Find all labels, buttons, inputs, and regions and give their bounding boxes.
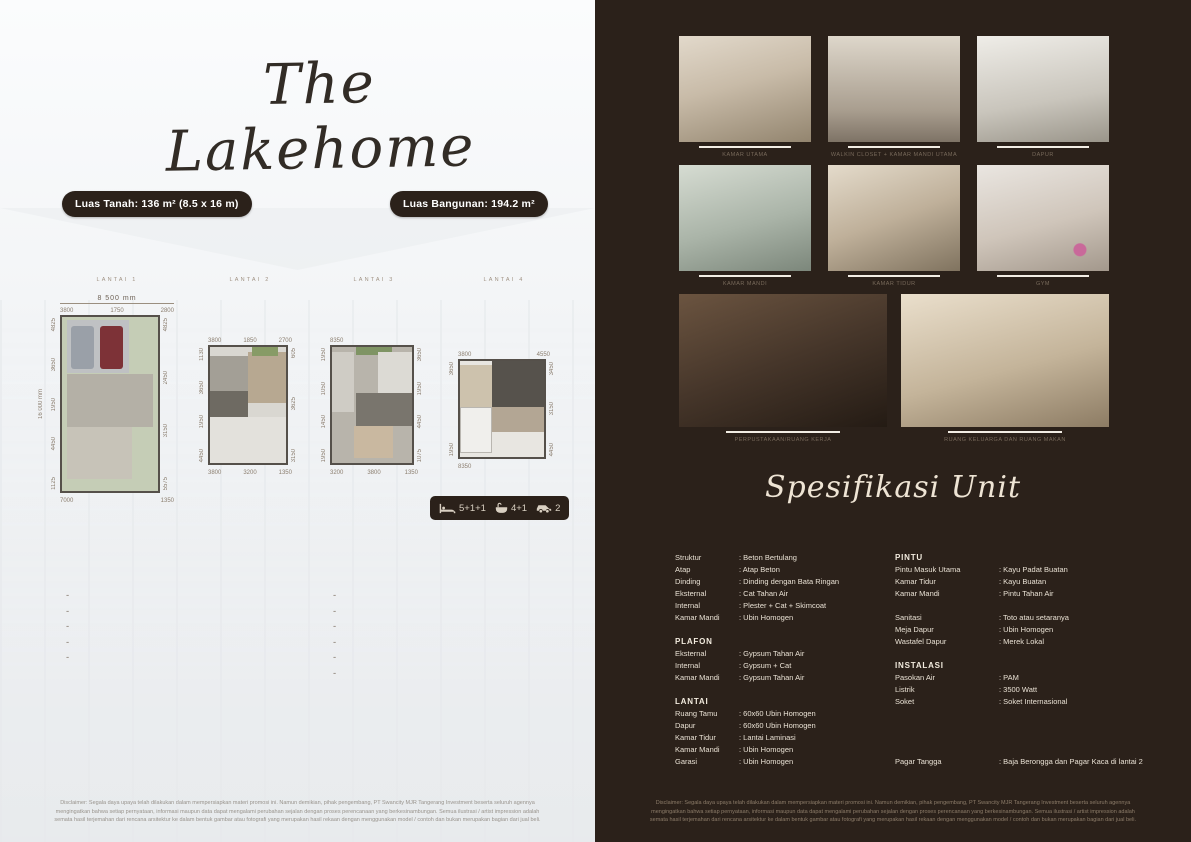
spec-term: Kamar Mandi — [895, 589, 940, 598]
dimension-label: 4550 — [536, 352, 550, 358]
spec-column-right — [895, 552, 1149, 768]
photo-item — [901, 294, 1109, 443]
bottom-dimensions — [458, 461, 550, 470]
caption-divider — [848, 146, 940, 148]
top-dimensions — [458, 349, 550, 358]
dimension-label: 3650 — [51, 357, 57, 372]
floorplan-1 — [38, 277, 186, 505]
photo-caption: KAMAR MANDI — [722, 281, 768, 287]
dimension-label: 3800 — [208, 338, 222, 344]
bath-icon — [495, 502, 508, 514]
spec-value: : Gypsum + Cat — [739, 661, 792, 670]
spec-row — [675, 756, 889, 768]
dimension-label: 3650 — [449, 362, 455, 376]
floorplan-title: LANTAI 2 — [229, 277, 271, 283]
spec-term: Pintu Masuk Utama — [895, 565, 961, 574]
spec-term: Listrik — [895, 685, 915, 694]
spec-term: Eksternal — [675, 589, 707, 598]
dimension-label: 7000 — [60, 498, 74, 504]
spec-row — [675, 696, 889, 708]
spec-row — [895, 612, 1149, 624]
spec-term: Pagar Tangga — [895, 757, 942, 766]
spec-term: Pasokan Air — [895, 673, 936, 682]
land-area-badge: Luas Tanah: 136 m² (8.5 x 16 m) — [62, 191, 252, 217]
top-dimensions — [60, 305, 174, 314]
feature-item — [333, 650, 573, 666]
dimension-label: 3800 — [60, 308, 74, 314]
photo-item — [828, 36, 960, 158]
interior-photo — [977, 165, 1109, 271]
dimension-label: 3150 — [549, 402, 555, 416]
spec-term: Internal — [675, 601, 701, 610]
spec-term: Dapur — [675, 721, 696, 730]
spec-value: : Cat Tahan Air — [739, 589, 789, 598]
right-panel — [595, 0, 1191, 842]
feature-item — [66, 635, 330, 651]
spec-term: Soket — [895, 697, 915, 706]
photo-grid — [679, 36, 1109, 443]
floorplan-title: LANTAI 3 — [353, 277, 395, 283]
spec-term: Meja Dapur — [895, 625, 934, 634]
top-dimensions — [330, 335, 418, 344]
right-dimensions — [288, 345, 300, 465]
dimension-label: 3800 — [208, 470, 222, 476]
disclaimer-left: Disclaimer: Segala daya upaya telah dilakukan dalam mempersiapkan materi promosi ini. Namun demikian, pihak pengembang, PT Swancity MJR Tangerang Investment beserta seluruh agennya mengingatkan bahwa setiap pernyataan, informasi maupun data dapat mengalami perubahan sejalan dengan proses perencanaan yang berkesinambungan. Semua ilustrasi / artist impression adalah semata hasil terjemahan dari rencana arsitektur ke dalam bentuk gambar atau fotografi yang merupakan hasil rekaan dengan menggunakan model / contoh dan bukan merupakan bagian dari jual beli. — [54, 800, 541, 823]
photo-caption: KAMAR UTAMA — [722, 152, 768, 158]
spec-heading: PINTU — [895, 553, 923, 562]
spec-row — [675, 612, 889, 624]
feature-item — [333, 619, 573, 635]
dimension-label: 4825 — [51, 318, 57, 332]
dimension-label: 3200 — [243, 470, 257, 476]
spec-term: Kamar Tidur — [675, 733, 716, 742]
spec-value: : 60x60 Ubin Homogen — [739, 721, 816, 730]
bottom-dimensions — [208, 467, 292, 476]
spec-row — [675, 720, 889, 732]
spec-row — [675, 576, 889, 588]
caption-divider — [997, 146, 1089, 148]
dimension-label: 4450 — [417, 415, 423, 429]
spec-value: : Gypsum Tahan Air — [739, 649, 805, 658]
spec-heading: INSTALASI — [895, 661, 944, 670]
dimension-label: 4450 — [51, 437, 57, 451]
spec-row — [895, 588, 1149, 600]
page-title: The Lakehome — [165, 51, 476, 185]
caption-divider — [948, 431, 1062, 433]
interior-photo — [679, 165, 811, 271]
feature-item — [333, 635, 573, 651]
floorplan-drawing — [208, 345, 288, 465]
bedroom-stat — [439, 503, 486, 514]
spec-row — [675, 564, 889, 576]
photo-caption: KAMAR TIDUR — [872, 281, 916, 287]
dimension-label: 3150 — [291, 448, 297, 462]
left-dimensions — [318, 345, 330, 465]
dimension-label: 1950 — [449, 442, 455, 456]
spec-row — [895, 576, 1149, 588]
feature-item — [333, 666, 573, 682]
dimension-label: 3450 — [549, 362, 555, 376]
spec-term: Dinding — [675, 577, 701, 586]
interior-photo — [977, 36, 1109, 142]
feature-item — [66, 650, 330, 666]
watermark-roof-shape — [0, 208, 595, 270]
floorplan-4 — [446, 277, 562, 471]
spec-value: : Merek Lokal — [999, 637, 1045, 646]
caption-divider — [699, 146, 791, 148]
spec-row — [895, 756, 1149, 768]
spec-value: : Soket Internasional — [999, 697, 1068, 706]
floorplan-drawing — [60, 315, 160, 493]
bottom-dimensions — [60, 495, 174, 504]
spec-row — [895, 684, 1149, 696]
spec-value: : Ubin Homogen — [739, 613, 794, 622]
dimension-label: 1850 — [243, 338, 257, 344]
spec-value: : 60x60 Ubin Homogen — [739, 709, 816, 718]
floorplan-3 — [318, 277, 430, 477]
spec-row — [895, 708, 1149, 756]
feature-item — [333, 604, 573, 620]
spec-term: Ruang Tamu — [675, 709, 718, 718]
spec-value: : Baja Berongga dan Pagar Kaca di lantai 2 — [999, 757, 1143, 766]
spec-row — [895, 564, 1149, 576]
right-dimensions — [546, 359, 558, 459]
photo-item — [679, 294, 887, 443]
spec-value: : Atap Beton — [739, 565, 780, 574]
dimension-label: 1450 — [321, 415, 327, 429]
spec-value: : Pintu Tahan Air — [999, 589, 1054, 598]
spec-value: : PAM — [999, 673, 1019, 682]
bathroom-stat — [495, 502, 527, 514]
overall-width-label: 8 500 mm — [60, 295, 174, 304]
dimension-label: 605 — [291, 348, 297, 359]
spec-value: : Gypsum Tahan Air — [739, 673, 805, 682]
caption-divider — [997, 275, 1089, 277]
spec-row — [675, 732, 889, 744]
photo-item — [828, 165, 960, 287]
spec-term: Kamar Tidur — [895, 577, 936, 586]
dimension-label: 1950 — [321, 348, 327, 362]
photo-caption: WALKIN CLOSET + KAMAR MANDI UTAMA — [830, 152, 958, 158]
floorplan-2 — [196, 277, 304, 477]
dimension-label: 4825 — [163, 318, 169, 332]
interior-photo — [901, 294, 1109, 427]
dimension-label: 3625 — [291, 396, 297, 410]
photo-item — [679, 36, 811, 158]
spec-value: : Toto atau setaranya — [999, 613, 1069, 622]
building-area-badge: Luas Bangunan: 194.2 m² — [390, 191, 548, 217]
dimension-label: 8350 — [458, 464, 472, 470]
spec-term: Atap — [675, 565, 691, 574]
dimension-label: 3800 — [458, 352, 472, 358]
spec-value: : Dinding dengan Bata Ringan — [739, 577, 840, 586]
caption-divider — [699, 275, 791, 277]
dimension-label: 2450 — [163, 370, 169, 385]
spec-row — [895, 660, 1149, 672]
spec-term: Struktur — [675, 553, 702, 562]
bed-icon — [439, 503, 456, 514]
dimension-label: 5575 — [163, 476, 169, 490]
spec-row — [895, 648, 1149, 660]
spec-row — [675, 588, 889, 600]
spec-value: : Beton Bertulang — [739, 553, 797, 562]
photo-caption: DAPUR — [1032, 152, 1054, 158]
dimension-label: 3150 — [163, 423, 169, 438]
carport-count: 2 — [555, 502, 561, 514]
left-dimensions — [446, 359, 458, 459]
spec-row — [675, 636, 889, 648]
left-dimensions — [196, 345, 208, 465]
unit-stats-badge — [430, 496, 569, 520]
interior-photo — [679, 36, 811, 142]
photo-item — [977, 36, 1109, 158]
feature-item — [333, 588, 573, 604]
spec-term: Internal — [675, 661, 701, 670]
dimension-label: 4450 — [549, 442, 555, 456]
spec-row — [675, 648, 889, 660]
dimension-label: 1125 — [51, 477, 57, 490]
spec-heading: PLAFON — [675, 637, 713, 646]
spec-row — [895, 636, 1149, 648]
dimension-label: 3800 — [367, 470, 381, 476]
spec-row — [895, 672, 1149, 684]
dimension-label: 1950 — [321, 448, 327, 462]
spec-row — [675, 552, 889, 564]
spec-value: : Kayu Padat Buatan — [999, 565, 1068, 574]
left-dimensions — [48, 315, 60, 493]
dimension-label: 2700 — [278, 338, 292, 344]
bathroom-count: 4+1 — [510, 502, 528, 514]
dimension-label: 1075 — [417, 448, 423, 462]
photo-caption: PERPUSTAKAAN/RUANG KERJA — [734, 437, 832, 443]
right-dimensions — [160, 315, 172, 493]
left-panel — [0, 0, 595, 842]
dimension-label: 1750 — [110, 308, 124, 314]
right-dimensions — [414, 345, 426, 465]
spec-column-left — [675, 552, 889, 768]
car-icon — [536, 503, 552, 513]
spec-row — [675, 708, 889, 720]
overall-height-label: 16 000 mm — [38, 389, 44, 420]
dimension-label: 3650 — [417, 348, 423, 362]
dimension-label: 3650 — [199, 381, 205, 395]
spec-value: : Ubin Homogen — [739, 757, 794, 766]
dimension-label: 1350 — [404, 470, 418, 476]
photo-item — [977, 165, 1109, 287]
spec-row — [895, 696, 1149, 708]
interior-photo — [828, 36, 960, 142]
feature-item — [66, 588, 330, 604]
spec-value: : Plester + Cat + Skimcoat — [739, 601, 827, 610]
spec-value: : Ubin Homogen — [739, 745, 794, 754]
spec-row — [675, 624, 889, 636]
spec-term: Garasi — [675, 757, 698, 766]
interior-photo — [679, 294, 887, 427]
bottom-dimensions — [330, 467, 418, 476]
spec-term: Sanitasi — [895, 613, 922, 622]
floorplans — [38, 277, 594, 532]
feature-item — [66, 619, 330, 635]
spec-section-title: Spesifikasi Unit — [764, 470, 1022, 505]
floorplan-title: LANTAI 4 — [483, 277, 525, 283]
photo-caption: RUANG KELUARGA DAN RUANG MAKAN — [944, 437, 1066, 443]
spec-term: Wastafel Dapur — [895, 637, 947, 646]
feature-item — [66, 604, 330, 620]
interior-photo — [828, 165, 960, 271]
spec-row — [675, 744, 889, 756]
carport-stat — [536, 503, 560, 514]
spec-row — [675, 684, 889, 696]
floorplan-drawing — [458, 359, 546, 459]
spec-row — [675, 672, 889, 684]
spec-term: Kamar Mandi — [675, 745, 720, 754]
spec-term: Kamar Mandi — [675, 673, 720, 682]
dimension-label: 1130 — [199, 348, 205, 361]
caption-divider — [726, 431, 840, 433]
photo-item — [679, 165, 811, 287]
photo-caption: GYM — [1035, 281, 1051, 287]
spec-value: : 3500 Watt — [999, 685, 1038, 694]
spec-value: : Ubin Homogen — [999, 625, 1054, 634]
spec-value: : Kayu Buatan — [999, 577, 1047, 586]
dimension-label: 1350 — [160, 498, 174, 504]
dimension-label: 1350 — [278, 470, 292, 476]
spec-term: Kamar Mandi — [675, 613, 720, 622]
dimension-label: 3200 — [330, 470, 344, 476]
spec-row — [895, 552, 1149, 564]
bedroom-count: 5+1+1 — [459, 502, 486, 514]
spec-heading: LANTAI — [675, 697, 709, 706]
floorplan-title: LANTAI 1 — [96, 277, 138, 283]
caption-divider — [848, 275, 940, 277]
feature-list-right — [333, 588, 573, 681]
dimension-label: 2800 — [160, 308, 174, 314]
floorplan-drawing — [330, 345, 414, 465]
dimension-label: 4450 — [199, 448, 205, 462]
dimension-label: 1950 — [199, 414, 205, 429]
top-dimensions — [208, 335, 292, 344]
disclaimer-right: Disclaimer: Segala daya upaya telah dilakukan dalam mempersiapkan materi promosi ini. Namun demikian, pihak pengembang, PT Swancity MJR Tangerang Investment beserta seluruh agennya mengingatkan bahwa setiap pernyataan, informasi maupun data dapat mengalami perubahan sejalan dengan proses perencanaan yang berkesinambungan. Semua ilustrasi / artist impression adalah semata hasil terjemahan dari rencana arsitektur ke dalam bentuk gambar atau fotografi yang merupakan hasil rekaan dengan menggunakan model / contoh dan bukan merupakan bagian dari jual beli. — [649, 800, 1137, 823]
dimension-label: 1950 — [417, 381, 423, 395]
dimension-label: 1050 — [321, 381, 327, 395]
spec-row — [895, 600, 1149, 612]
feature-list-left — [66, 588, 330, 666]
spec-row — [675, 660, 889, 672]
dimension-label: 1950 — [51, 397, 57, 411]
spec-value: : Lantai Laminasi — [739, 733, 796, 742]
spec-row — [675, 600, 889, 612]
spec-term: Eksternal — [675, 649, 707, 658]
dimension-label: 8350 — [330, 338, 344, 344]
spec-row — [895, 624, 1149, 636]
